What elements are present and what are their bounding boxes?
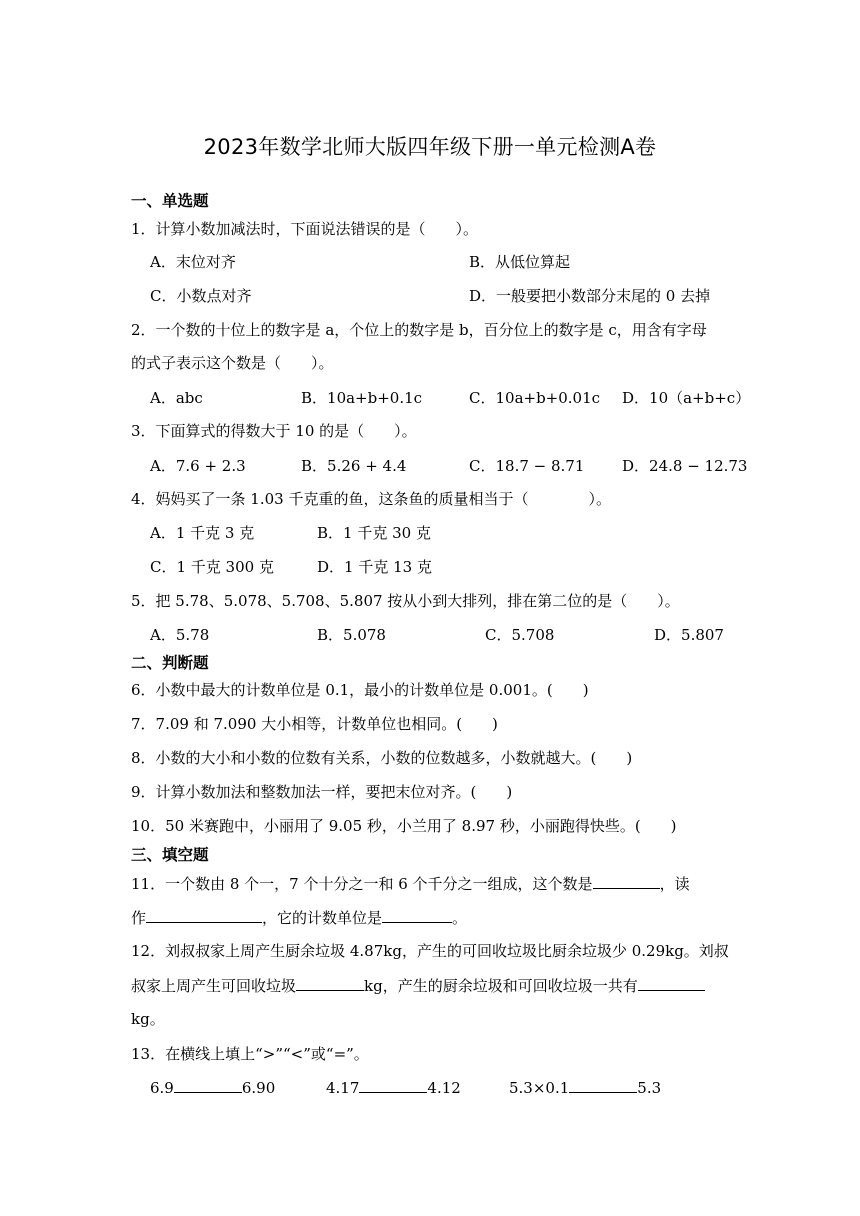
q13-item-1 [150, 1076, 275, 1097]
q1-option-b: B．从低位算起 [469, 253, 571, 271]
q11-text-2: ，读 [659, 875, 690, 893]
q11-text-5: 。 [452, 909, 468, 927]
q13-3-right: 5.3 [637, 1079, 662, 1097]
q12-text-2: kg，产生的厨余垃圾和可回收垃圾一共有 [364, 977, 638, 995]
q1-option-c: C．小数点对齐 [150, 287, 252, 305]
q11-blank-reading[interactable] [146, 906, 262, 923]
section-heading-fill-blank: 三、填空题 [131, 846, 209, 864]
q4-option-a: A．1 千克 3 克 [150, 524, 255, 542]
q5-option-b: B．5.078 [317, 626, 386, 644]
q4-option-b: B．1 千克 30 克 [317, 524, 431, 542]
question-2-line-1: 2．一个数的十位上的数字是 a，个位上的数字是 b，百分位上的数字是 c，用含有字母 [131, 321, 707, 339]
q13-item-2 [326, 1076, 461, 1097]
q11-blank-number[interactable] [593, 872, 660, 889]
question-3: 3．下面算式的得数大于 10 的是（ ）。 [131, 422, 417, 440]
q5-option-a: A．5.78 [150, 626, 210, 644]
q13-1-blank[interactable] [174, 1076, 242, 1093]
q2-option-b: B．10a+b+0.1c [301, 389, 423, 407]
section-heading-true-false: 二、判断题 [131, 654, 209, 672]
question-6: 6．小数中最大的计数单位是 0.1，最小的计数单位是 0.001。( ) [131, 681, 589, 699]
q1-option-a: A．末位对齐 [150, 253, 236, 271]
q12-text-1: 叔家上周产生可回收垃圾 [131, 977, 297, 995]
q3-option-d: D．24.8 − 12.73 [622, 457, 748, 475]
question-4: 4．妈妈买了一条 1.03 千克重的鱼，这条鱼的质量相当于（ ）。 [131, 490, 611, 508]
q11-text-3: 作 [131, 909, 147, 927]
q3-option-c: C．18.7 − 8.71 [469, 457, 585, 475]
question-12-line-1: 12．刘叔叔家上周产生厨余垃圾 4.87kg，产生的可回收垃圾比厨余垃圾少 0.29kg。刘叔 [131, 942, 729, 960]
q12-blank-total[interactable] [638, 974, 705, 991]
question-10: 10．50 米赛跑中，小丽用了 9.05 秒，小兰用了 8.97 秒，小丽跑得快些。( ) [131, 817, 677, 835]
q4-option-c: C．1 千克 300 克 [150, 558, 274, 576]
q5-option-d: D．5.807 [654, 626, 724, 644]
question-8: 8．小数的大小和小数的位数有关系，小数的位数越多，小数就越大。( ) [131, 749, 633, 767]
q13-2-blank[interactable] [359, 1076, 427, 1093]
question-1: 1．计算小数加减法时，下面说法错误的是（ ）。 [131, 220, 479, 238]
question-11-line-2 [131, 906, 467, 928]
question-9: 9．计算小数加法和整数加法一样，要把末位对齐。( ) [131, 783, 513, 801]
q12-blank-recyclable[interactable] [296, 974, 364, 991]
q2-option-a: A．abc [150, 389, 203, 407]
question-5: 5．把 5.78、5.078、5.708、5.807 按从小到大排列，排在第二位的是（ ）。 [131, 592, 680, 610]
q2-option-c: C．10a+b+0.01c [469, 389, 601, 407]
q11-text-1: 11．一个数由 8 个一，7 个十分之一和 6 个千分之一组成，这个数是 [131, 875, 593, 893]
q13-1-right: 6.90 [241, 1079, 276, 1097]
q11-text-4: ，它的计数单位是 [262, 909, 383, 927]
q5-option-c: C．5.708 [485, 626, 555, 644]
q13-item-3 [509, 1076, 661, 1097]
question-13: 13．在横线上填上“>”“<”或“=”。 [131, 1045, 369, 1063]
q1-option-d: D．一般要把小数部分末尾的 0 去掉 [469, 287, 711, 305]
page-title: 2023年数学北师大版四年级下册一单元检测A卷 [203, 135, 657, 159]
question-7: 7．7.09 和 7.090 大小相等，计数单位也相同。( ) [131, 715, 498, 733]
question-11-line-1 [131, 872, 690, 894]
q13-3-left: 5.3×0.1 [509, 1079, 570, 1097]
q2-option-d: D．10（a+b+c） [622, 389, 751, 407]
section-heading-single-choice: 一、单选题 [131, 192, 209, 210]
q13-2-left: 4.17 [326, 1079, 360, 1097]
question-12-line-3: kg。 [131, 1010, 165, 1028]
q13-3-blank[interactable] [569, 1076, 637, 1093]
q4-option-d: D．1 千克 13 克 [317, 558, 432, 576]
q13-1-left: 6.9 [150, 1079, 174, 1097]
q3-option-a: A．7.6 + 2.3 [150, 457, 246, 475]
q13-2-right: 4.12 [427, 1079, 461, 1097]
question-2-line-2: 的式子表示这个数是（ ）。 [131, 354, 334, 372]
question-12-line-2 [131, 974, 705, 996]
q11-blank-unit[interactable] [382, 906, 452, 923]
q3-option-b: B．5.26 + 4.4 [301, 457, 407, 475]
